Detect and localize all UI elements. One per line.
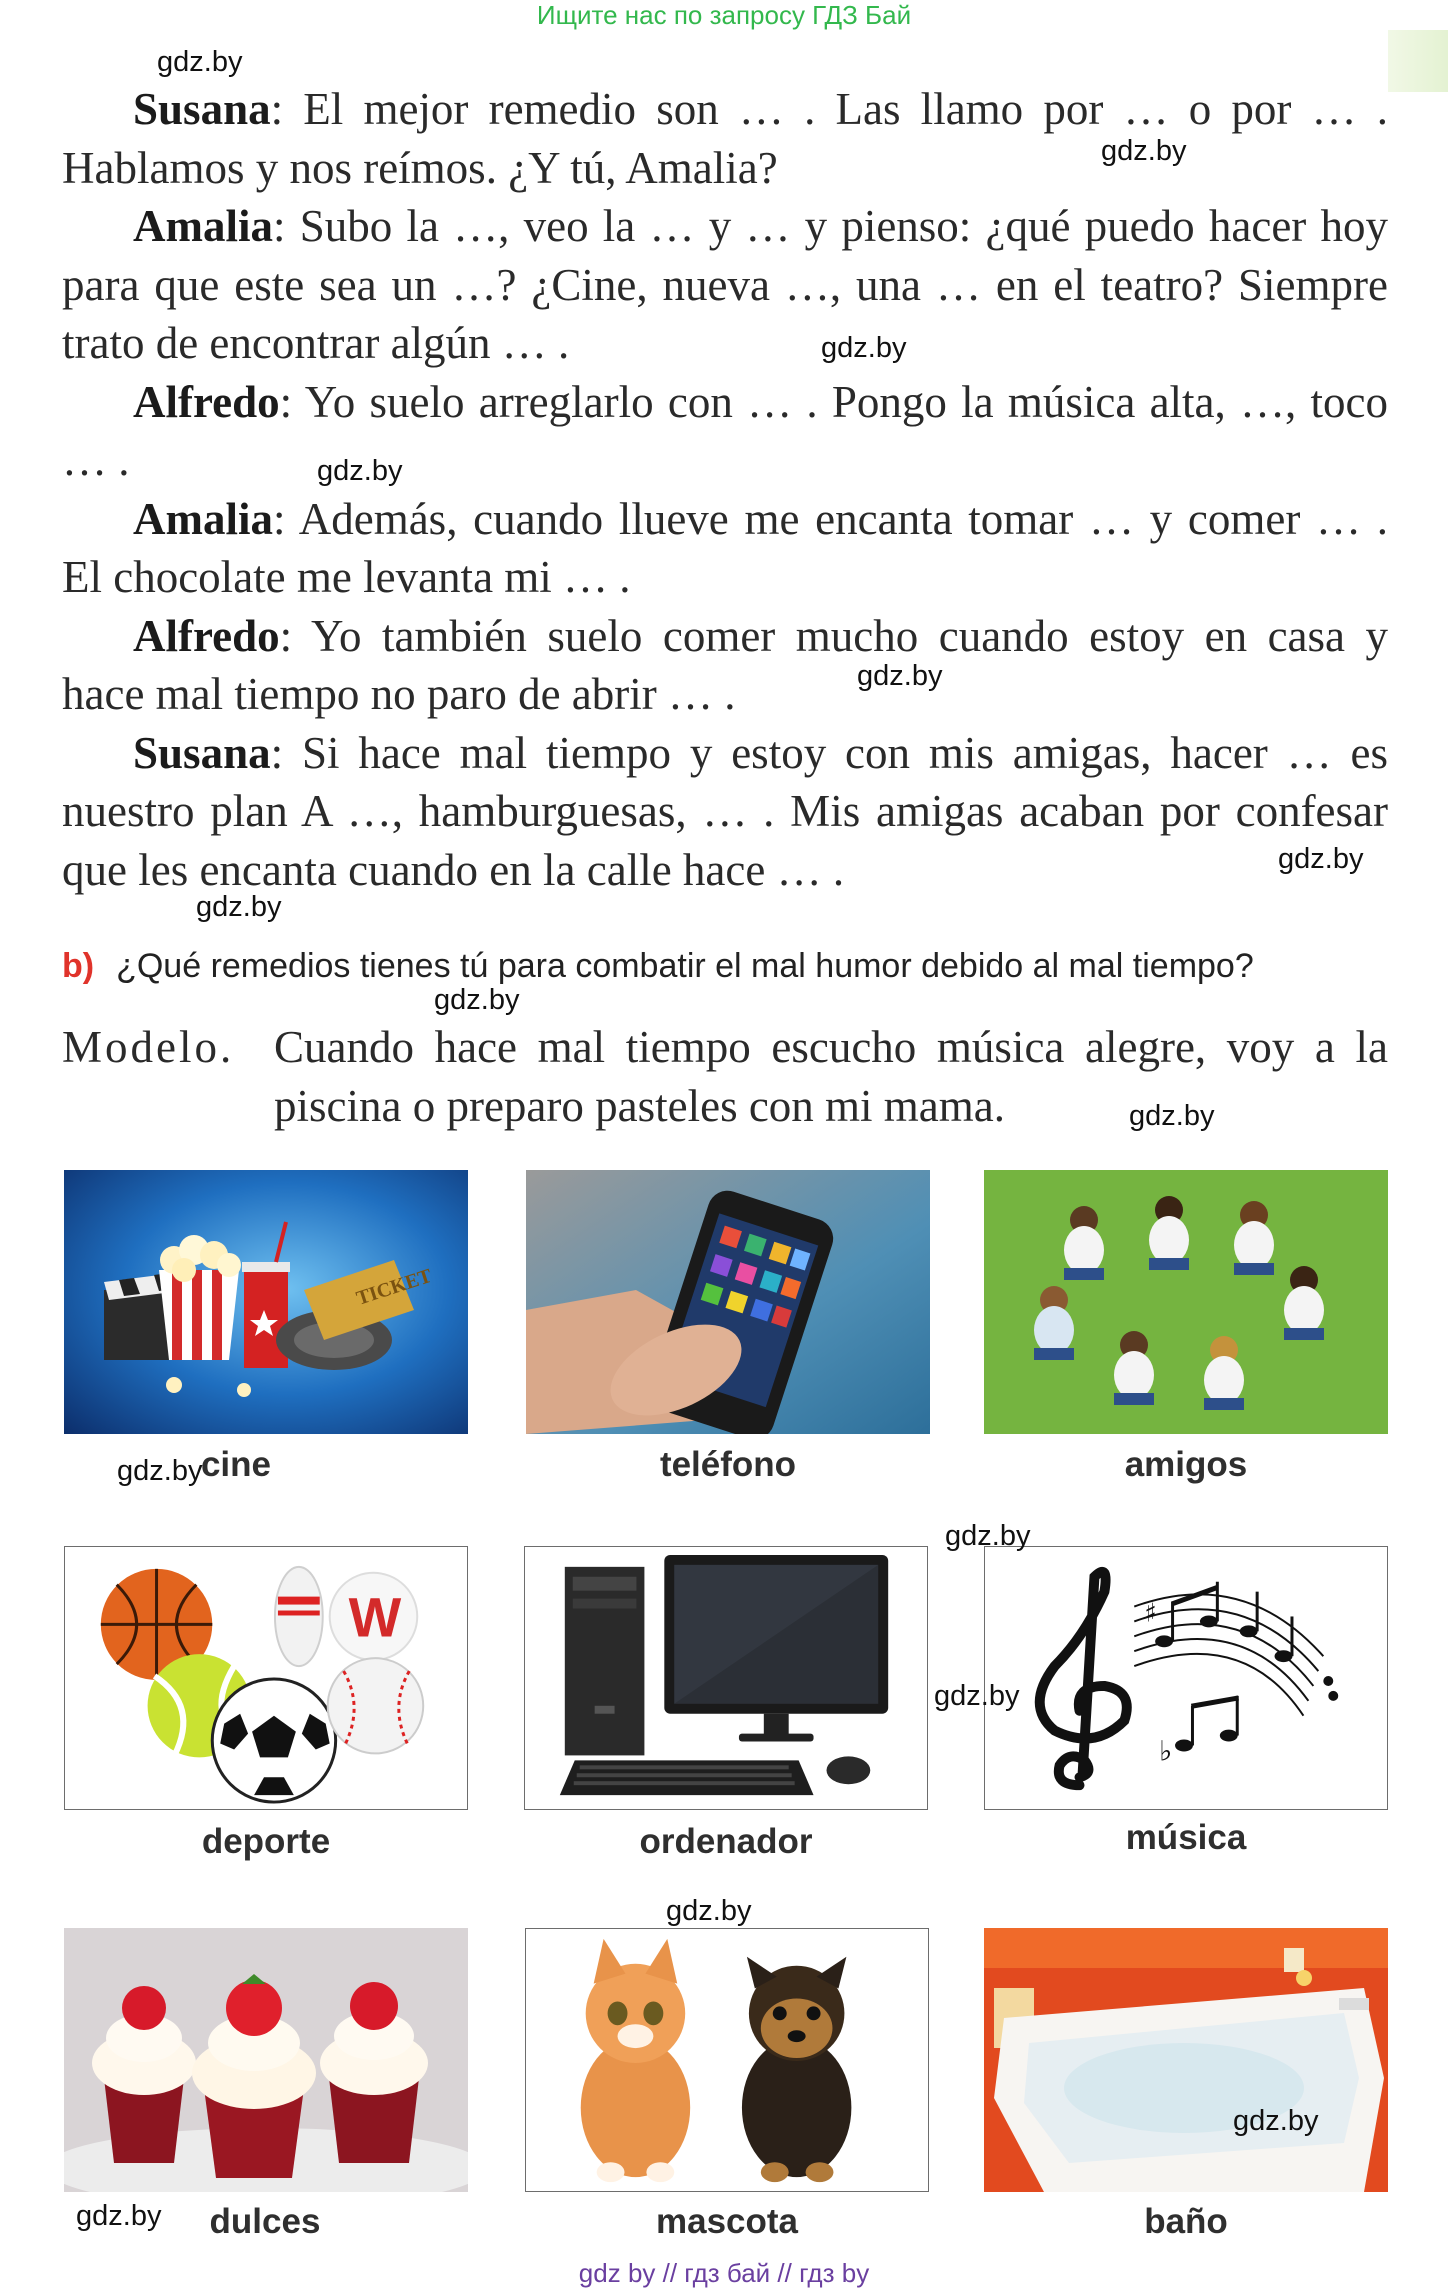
watermark: gdz.by xyxy=(1129,1100,1215,1132)
header-banner[interactable]: Ищите нас по запросу ГДЗ Бай xyxy=(536,0,912,30)
caption: teléfono xyxy=(659,1445,797,1484)
svg-text:♯: ♯ xyxy=(1144,1598,1157,1629)
caption: baño xyxy=(1144,2202,1228,2241)
watermark: gdz.by xyxy=(76,2200,162,2232)
bathtub-image xyxy=(984,1928,1388,2192)
caption: deporte xyxy=(201,1822,331,1861)
watermark: gdz.by xyxy=(857,660,943,692)
dialog-text: : Yo también suelo comer mucho cuando estoy en casa y hace mal tiempo no paro de abrir … . xyxy=(62,610,1388,719)
task-b xyxy=(62,941,1402,991)
caption: dulces xyxy=(209,2202,321,2241)
caption: cine xyxy=(200,1445,272,1484)
caption: mascota xyxy=(655,2202,799,2241)
watermark: gdz.by xyxy=(1278,843,1364,875)
caption: ordenador xyxy=(639,1822,813,1861)
task-question: ¿Qué remedios tienes tú para combatir el mal humor debido al mal tiempo? xyxy=(116,947,1254,985)
watermark: gdz.by xyxy=(1233,2105,1319,2137)
dialog-line xyxy=(62,490,1388,607)
dialog-text: : Si hace mal tiempo y estoy con mis amigas, hacer … es nuestro plan A …, hamburguesas, … . Mis amigas acaban por confesar que les encanta cuando en la calle hace … . xyxy=(62,727,1388,895)
footer-links[interactable]: gdz by // гдз бай // гдз by xyxy=(578,2258,870,2288)
dialog-text: : El mejor remedio son … . Las llamo por … o por … . Hablamos y nos reímos. ¿Y tú, Amalia? xyxy=(62,84,1388,193)
watermark: gdz.by xyxy=(317,455,403,487)
speaker-name: Susana xyxy=(133,84,271,134)
dialog-text: : Subo la …, veo la … y … y pienso: ¿qué puedo hacer hoy para que este sea un …? ¿Cine, nueva …, una … en el teatro? Siempre trato de encontrar algún … . xyxy=(62,201,1388,368)
dialog-line xyxy=(62,80,1388,197)
watermark: gdz.by xyxy=(666,1895,752,1927)
speaker-name: Amalia xyxy=(133,201,273,251)
computer-image xyxy=(524,1546,928,1810)
dialog-block xyxy=(62,80,1388,899)
dialog-text: : Además, cuando llueve me encanta tomar … y comer … . El chocolate me levanta mi … . xyxy=(62,493,1388,602)
watermark: gdz.by xyxy=(434,984,520,1016)
dialog-text: : Yo suelo arreglarlo con … . Pongo la música alta, …, toco … . xyxy=(62,376,1388,485)
speaker-name: Alfredo xyxy=(133,376,280,427)
caption: música xyxy=(1125,1818,1247,1857)
cinema-image xyxy=(64,1170,468,1434)
dialog-line xyxy=(62,197,1388,373)
watermark: gdz.by xyxy=(117,1455,203,1487)
friends-image xyxy=(984,1170,1388,1434)
speaker-name: Alfredo xyxy=(133,610,280,661)
task-letter: b) xyxy=(62,947,95,985)
watermark: gdz.by xyxy=(1101,135,1187,167)
modelo-label: Modelo. xyxy=(62,1022,235,1072)
speaker-name: Amalia xyxy=(133,493,273,544)
music-notes-image xyxy=(984,1546,1388,1810)
watermark: gdz.by xyxy=(821,332,907,364)
watermark: gdz.by xyxy=(934,1680,1020,1712)
ticket-text: TICKET xyxy=(353,1264,435,1310)
cupcakes-image xyxy=(64,1928,468,2192)
corner-decoration xyxy=(1388,30,1448,92)
phone-image xyxy=(526,1170,930,1434)
watermark: gdz.by xyxy=(157,46,243,78)
svg-text:W: W xyxy=(348,1586,402,1649)
watermark: gdz.by xyxy=(945,1520,1031,1552)
modelo-text: Cuando hace mal tiempo escucho música alegre, voy a la piscina o preparo pasteles con mi mama. xyxy=(274,1022,1388,1131)
dialog-line xyxy=(62,607,1388,724)
sports-balls-image xyxy=(64,1546,468,1810)
svg-text:♭: ♭ xyxy=(1159,1734,1173,1768)
caption: amigos xyxy=(1124,1445,1248,1484)
speaker-name: Susana xyxy=(133,727,271,778)
dialog-line xyxy=(62,373,1388,490)
pets-image xyxy=(525,1928,929,2192)
watermark: gdz.by xyxy=(196,891,282,923)
dialog-line xyxy=(62,724,1388,900)
